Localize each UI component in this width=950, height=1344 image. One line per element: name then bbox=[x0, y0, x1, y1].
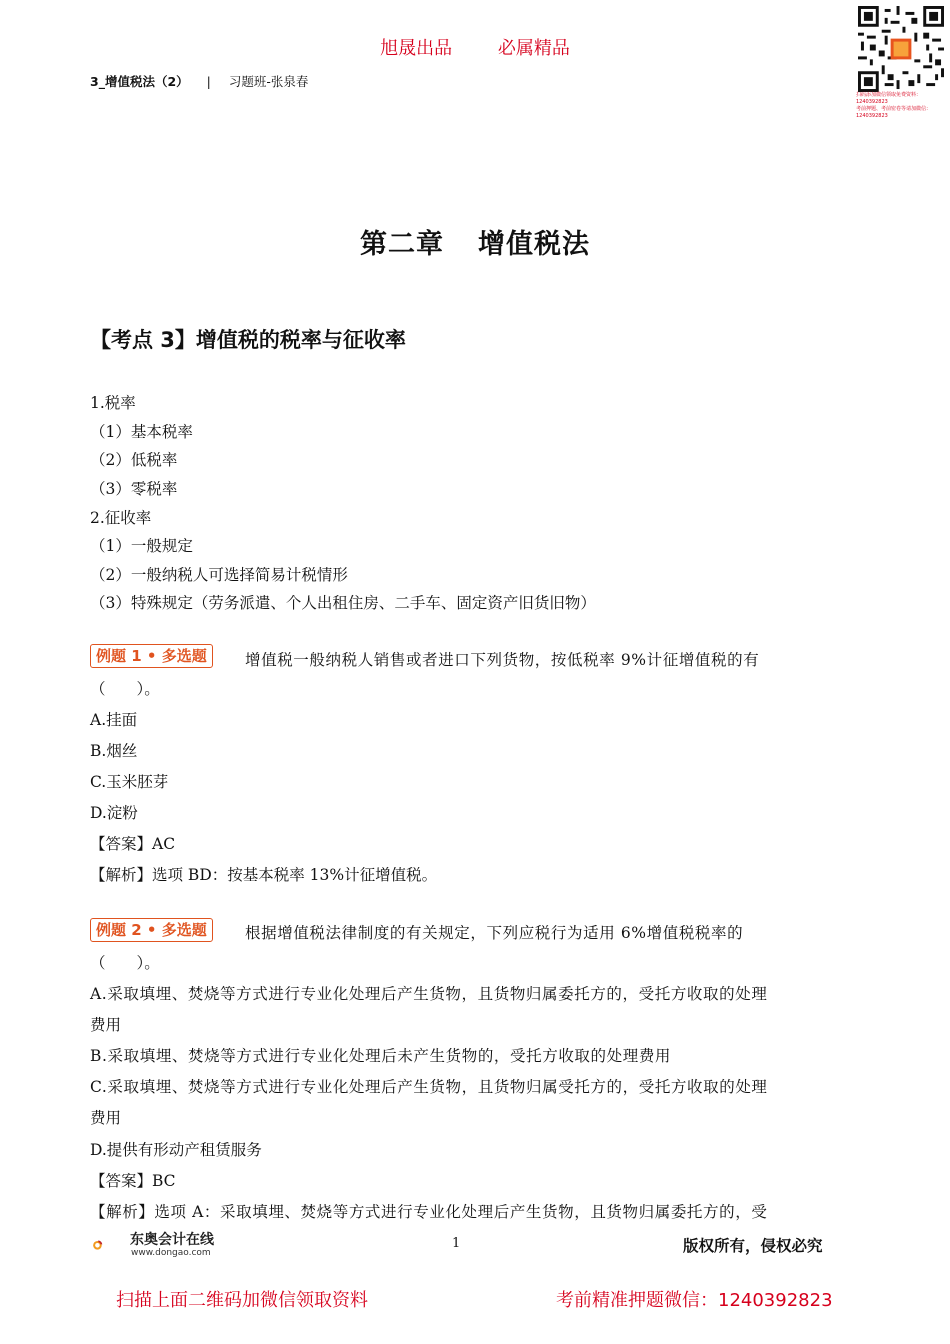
outline-item: （1）基本税率 bbox=[90, 423, 193, 441]
question-2-stem-end: （ ）。 bbox=[90, 954, 160, 972]
question-1-analysis: 【解析】选项 BD：按基本税率 13%计征增值税。 bbox=[90, 866, 438, 884]
chapter-title bbox=[0, 222, 950, 261]
outline-item: （2）低税率 bbox=[90, 451, 178, 469]
question-2-stem: 根据增值税法律制度的有关规定，下列应税行为适用 6%增值税税率的 bbox=[245, 924, 744, 942]
course-header bbox=[90, 72, 308, 90]
chapter-name: 增值税法 bbox=[478, 229, 590, 260]
footer-scan-note: 扫描上面二维码加微信领取资料 bbox=[116, 1290, 368, 1311]
outline-item: （1）一般规定 bbox=[90, 537, 193, 555]
question-1-stem-end: （ ）。 bbox=[90, 680, 160, 698]
logo-url: www.dongao.com bbox=[131, 1248, 211, 1258]
footer-wechat-note: 考前精准押题微信：1240392823 bbox=[556, 1290, 833, 1311]
question-1-option-a: A.挂面 bbox=[90, 711, 138, 729]
outline-item: 2.征收率 bbox=[90, 509, 152, 527]
dongao-logo-icon bbox=[92, 1225, 132, 1265]
page-number: 1 bbox=[452, 1236, 461, 1251]
course-title: 3_增值税法（2） bbox=[90, 74, 189, 89]
question-2-answer: 【答案】BC bbox=[90, 1172, 176, 1190]
qr-caption-line-2: 考前押题、考前密卷等请加微信：1240392823 bbox=[856, 106, 932, 119]
question-2-option-d: D.提供有形动产租赁服务 bbox=[90, 1141, 262, 1159]
outline-item: 1.税率 bbox=[90, 394, 136, 412]
question-1-answer: 【答案】AC bbox=[90, 835, 176, 853]
outline-item: （3）特殊规定（劳务派遣、个人出租住房、二手车、固定资产旧货旧物） bbox=[90, 594, 596, 612]
header-slogan bbox=[0, 34, 950, 60]
slogan-right: 必属精品 bbox=[497, 38, 570, 59]
question-2-option-b: B.采取填埋、焚烧等方式进行专业化处理后未产生货物的，受托方收取的处理费用 bbox=[90, 1047, 672, 1065]
course-separator: | bbox=[206, 74, 211, 89]
question-2-option-a-cont: 费用 bbox=[90, 1016, 122, 1034]
logo-text: 东奥会计在线 bbox=[130, 1232, 214, 1248]
question-1-badge: 例题 1 • 多选题 bbox=[90, 644, 213, 668]
question-1-option-b: B.烟丝 bbox=[90, 742, 138, 760]
course-class: 习题班-张泉春 bbox=[228, 74, 309, 89]
qr-caption-line-1: 扫码添加微信领取免费资料：1240392823 bbox=[856, 92, 922, 105]
question-1-stem: 增值税一般纳税人销售或者进口下列货物，按低税率 9%计征增值税的有 bbox=[245, 651, 760, 669]
copyright-notice: 版权所有，侵权必究 bbox=[683, 1237, 823, 1255]
question-2-analysis: 【解析】选项 A：采取填埋、焚烧等方式进行专业化处理后产生货物，且货物归属委托方的，受 bbox=[90, 1203, 768, 1221]
qr-code-icon[interactable] bbox=[858, 6, 944, 92]
question-2-option-c-cont: 费用 bbox=[90, 1109, 122, 1127]
question-2-option-a: A.采取填埋、焚烧等方式进行专业化处理后产生货物，且货物归属委托方的，受托方收取的处理 bbox=[90, 985, 768, 1003]
chapter-number: 第二章 bbox=[360, 229, 444, 260]
outline-item: （3）零税率 bbox=[90, 480, 178, 498]
question-1-option-d: D.淀粉 bbox=[90, 804, 138, 822]
outline-item: （2）一般纳税人可选择简易计税情形 bbox=[90, 566, 348, 584]
question-2-option-c: C.采取填埋、焚烧等方式进行专业化处理后产生货物，且货物归属受托方的，受托方收取的处理 bbox=[90, 1078, 768, 1096]
question-2-badge: 例题 2 • 多选题 bbox=[90, 918, 213, 942]
section-heading: 【考点 3】增值税的税率与征收率 bbox=[90, 328, 406, 352]
qr-caption bbox=[856, 92, 948, 120]
question-1-option-c: C.玉米胚芽 bbox=[90, 773, 169, 791]
slogan-left: 旭晟出品 bbox=[380, 38, 453, 59]
